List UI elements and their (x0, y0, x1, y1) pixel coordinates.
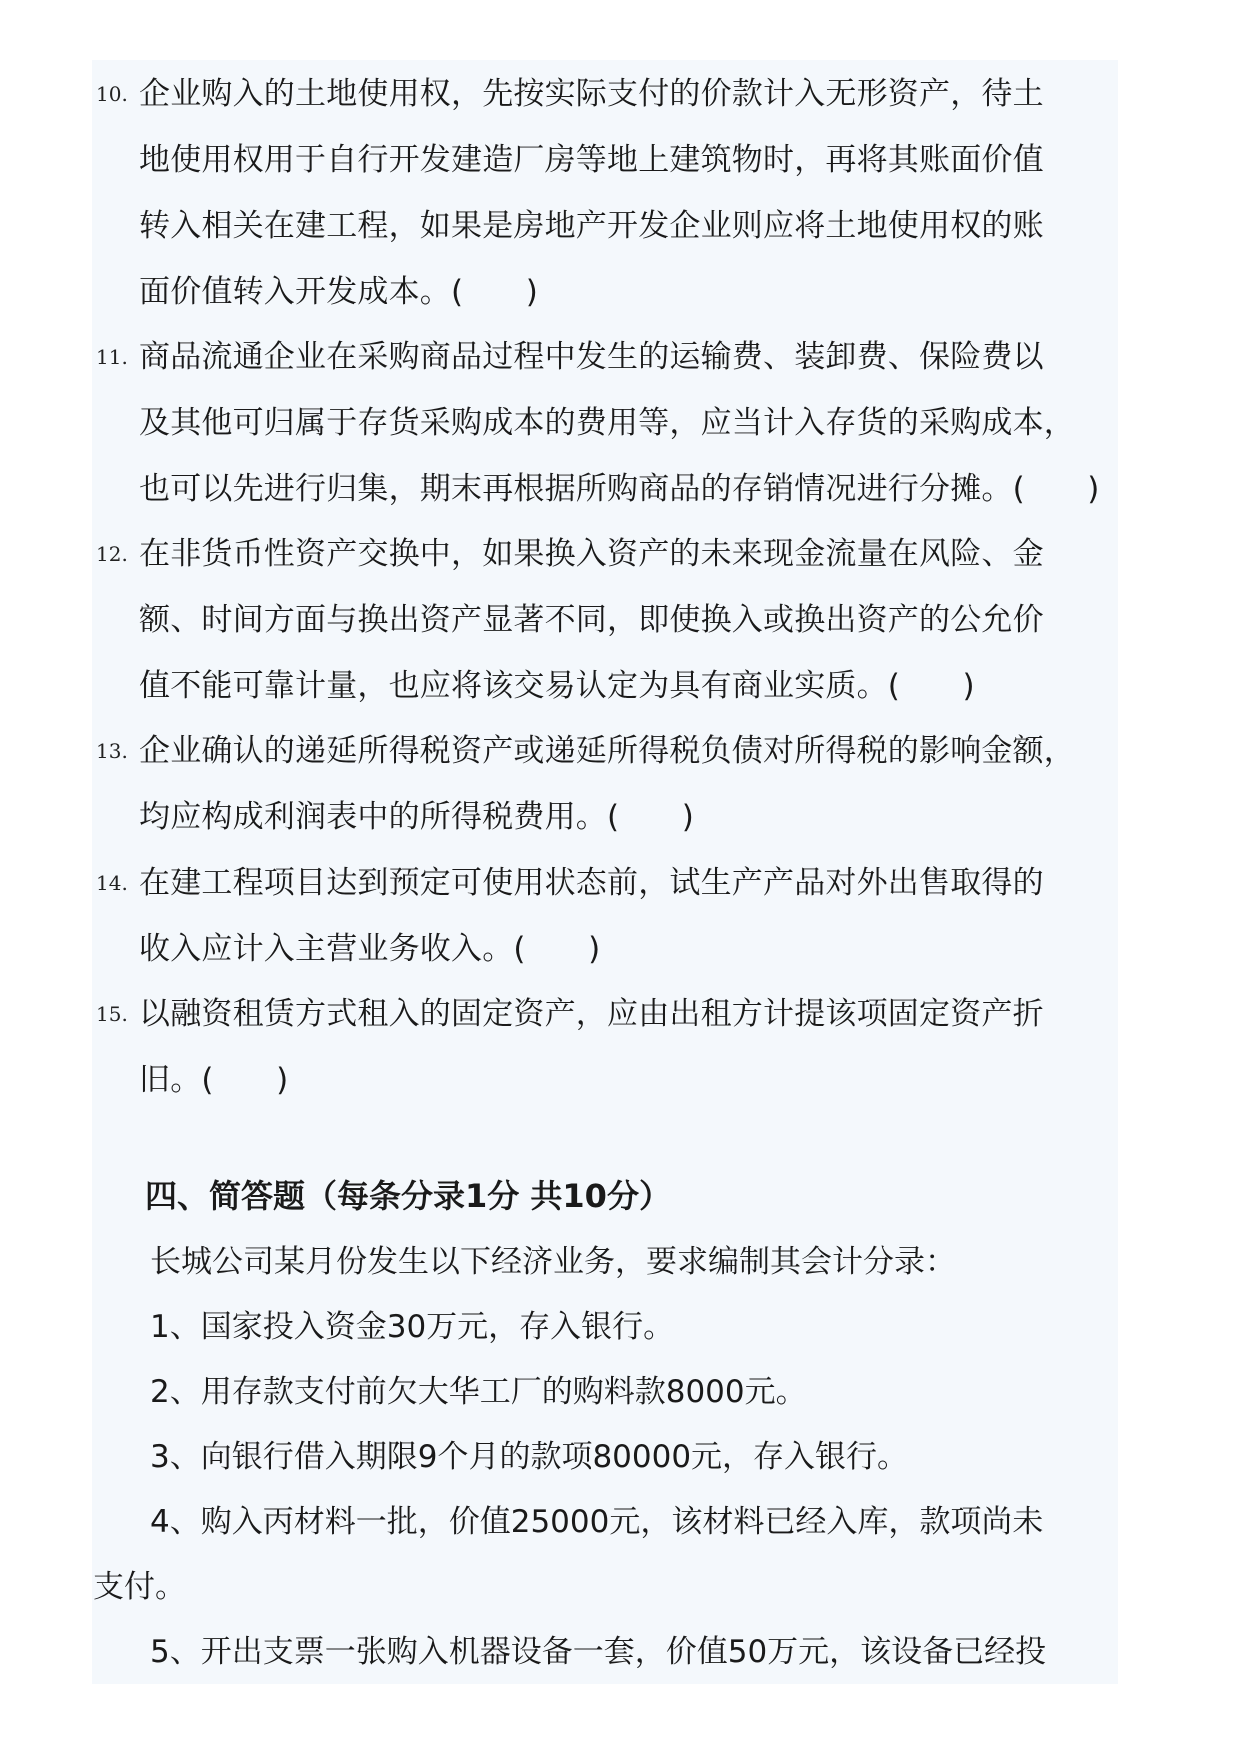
text-line: 在非货币性资产交换中，如果换入资产的未来现金流量在风险、金 (139, 536, 1044, 572)
text-line: 收入应计入主营业务收入。( ) (139, 931, 601, 967)
list-item: 1、国家投入资金30万元，存入银行。 (150, 1309, 675, 1345)
text-line: 在建工程项目达到预定可使用状态前，试生产产品对外出售取得的 (139, 865, 1044, 901)
question-text (139, 850, 1139, 982)
list-item: 4、购入丙材料一批，价值25000元，该材料已经入库，款项尚未 (150, 1504, 1044, 1540)
question-text (139, 61, 1139, 325)
text-line: 旧。( ) (139, 1062, 289, 1098)
text-line: 企业购入的土地使用权，先按实际支付的价款计入无形资产，待土 (139, 76, 1044, 112)
question-text (139, 718, 1139, 850)
list-item-continuation: 支付。 (93, 1569, 186, 1605)
section-intro: 长城公司某月份发生以下经济业务，要求编制其会计分录： (150, 1244, 956, 1280)
section-heading: 四、简答题（每条分录1分 共10分） (145, 1177, 671, 1215)
text-line: 均应构成利润表中的所得税费用。( ) (139, 799, 694, 835)
list-item: 3、向银行借入期限9个月的款项80000元，存入银行。 (150, 1439, 909, 1475)
question-number: 13. (96, 739, 128, 763)
text-line: 值不能可靠计量，也应将该交易认定为具有商业实质。( ) (139, 668, 975, 704)
question-number: 15. (96, 1002, 128, 1026)
list-item: 5、开出支票一张购入机器设备一套，价值50万元，该设备已经投 (150, 1634, 1047, 1670)
question-number: 10. (96, 82, 128, 106)
text-line: 额、时间方面与换出资产显著不同，即使换入或换出资产的公允价 (139, 602, 1044, 638)
text-line: 及其他可归属于存货采购成本的费用等，应当计入存货的采购成本， (139, 405, 1075, 441)
question-text (139, 324, 1139, 522)
question-text (139, 981, 1139, 1113)
question-number: 14. (96, 871, 128, 895)
text-line: 企业确认的递延所得税资产或递延所得税负债对所得税的影响金额， (139, 733, 1075, 769)
text-line: 面价值转入开发成本。( ) (139, 274, 538, 310)
text-line: 商品流通企业在采购商品过程中发生的运输费、装卸费、保险费以 (139, 339, 1044, 375)
question-text (139, 521, 1139, 719)
question-number: 11. (96, 345, 128, 369)
text-line: 地使用权用于自行开发建造厂房等地上建筑物时，再将其账面价值 (139, 142, 1044, 178)
text-line: 以融资租赁方式租入的固定资产，应由出租方计提该项固定资产折 (139, 996, 1044, 1032)
text-line: 转入相关在建工程，如果是房地产开发企业则应将土地使用权的账 (139, 208, 1044, 244)
text-line: 也可以先进行归集，期末再根据所购商品的存销情况进行分摊。( ) (139, 471, 1100, 507)
question-number: 12. (96, 542, 128, 566)
list-item: 2、用存款支付前欠大华工厂的购料款8000元。 (150, 1374, 807, 1410)
